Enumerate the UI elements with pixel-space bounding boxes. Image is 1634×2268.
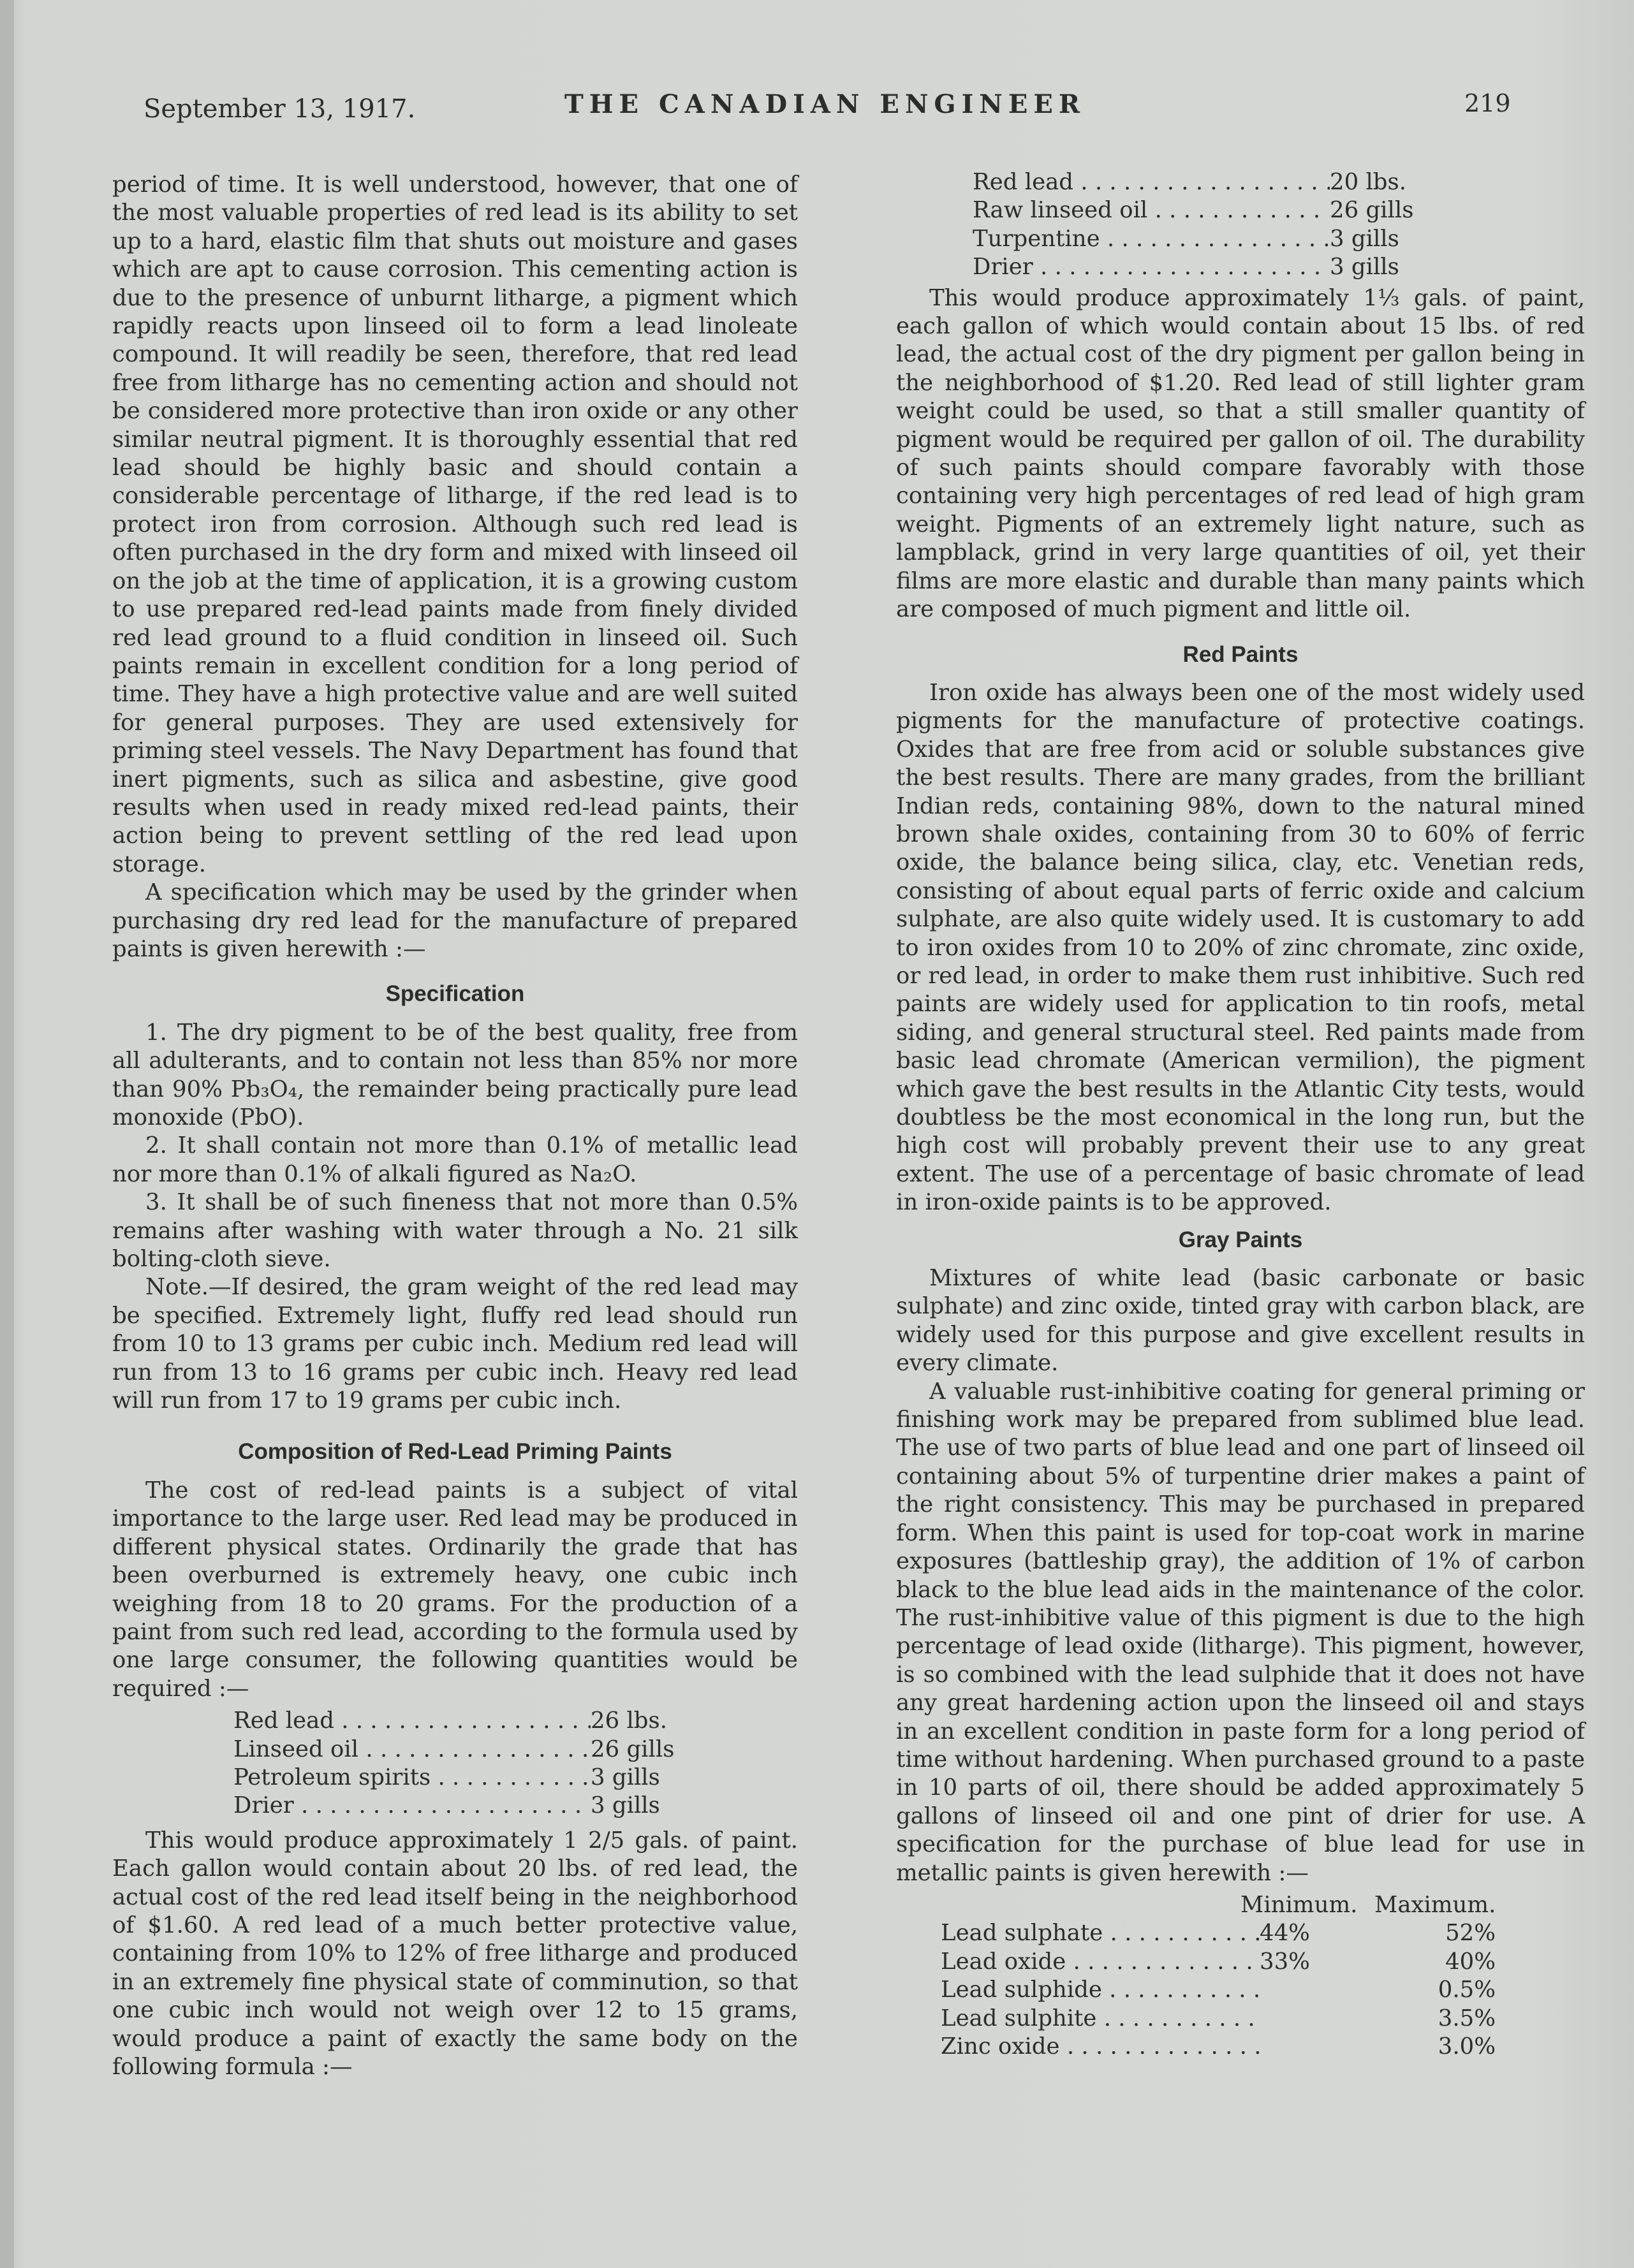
paragraph: period of time. It is well understood, however, that one of the most valuable properties of red lead is its ability to set up to a hard, elastic film that shuts out moisture and gases which are apt to cause corrosion. This cementing action is due to the presence of unburnt litharge, a pigment which rapidly reacts upon linseed oil to form a lead linoleate compound. It will readily be seen, therefore, that red lead free from litharge has no cementing action and should not be considered more protective than iron oxide or any other similar neutral pigment. It is thoroughly essential that red lead should be highly basic and should contain a considerable percentage of litharge, if the red lead is to protect iron from corrosion. Although such red lead is often purchased in the dry form and mixed with linseed oil on the job at the time of application, it is a growing custom to use prepared red-lead paints made from finely divided red lead ground to a fluid condition in linseed oil. Such paints remain in excellent condition for a long period of time. They have a high protective value and are well suited for general purposes. They are used extensively for priming steel vessels. The Navy Department has found that inert pigments, such as silica and asbestine, give good results when used in ready mixed red-lead paints, their action being to prevent settling of the red lead upon storage. [112, 172, 798, 877]
formula-row [973, 225, 1432, 253]
table-row [941, 1948, 1502, 1976]
formula-quantity: 20 lbs. [1330, 169, 1407, 195]
section-heading-red-paints: Red Paints [1182, 641, 1299, 667]
spec-item: 2. It shall contain not more than 0.1% of metallic lead nor more than 0.1% of alkali figured as Na₂O. [112, 1132, 798, 1187]
row-label: Lead sulphite . . . [941, 2005, 1260, 2033]
formula-quantity: 26 lbs. [591, 1708, 668, 1734]
formula-ingredient: Red lead . . . [973, 168, 1330, 196]
table-row [941, 2005, 1502, 2033]
section-heading-composition: Composition of Red-Lead Priming Paints [238, 1439, 672, 1465]
min-value [1260, 2033, 1387, 2061]
formula-quantity: 3 gills [591, 1764, 660, 1790]
paragraph: Iron oxide has always been one of the most widely used pigments for the manufacture of protective coatings. Oxides that are free from acid or soluble substances give the best results. There are many grades, from the brilliant Indian reds, containing 98%, down to the natural mined brown shale oxides, containing from 30 to 60% of ferric oxide, the balance being silica, clay, etc. Venetian reds, consisting of about equal parts of ferric oxide and calcium sulphate, are also quite widely used. It is customary to add to iron oxides from 10 to 20% of zinc chromate, zinc oxide, or red lead, in order to make them rust inhibitive. Such red paints are widely used for application to tin roofs, metal siding, and general structural steel. Red paints made from basic lead chromate (American vermilion), the pigment which gave the best results in the Atlantic City tests, would doubtless be the most economical in the long run, but the high cost will probably prevent their use to any great extent. The use of a percentage of basic chromate of lead in iron-oxide paints is to be approved. [896, 679, 1585, 1216]
max-value: 3.0% [1438, 2033, 1496, 2059]
formula-ingredient: Turpentine . . . [973, 225, 1330, 253]
formula-quantity: 26 gills [591, 1736, 675, 1762]
min-value: 33% [1260, 1948, 1310, 1975]
paragraph: A specification which may be used by the grinder when purchasing dry red lead for the manufacture of prepared paints is given herewith :— [112, 879, 798, 962]
formula-table [973, 168, 1432, 282]
blue-lead-spec-table [941, 1891, 1502, 2061]
max-value: 0.5% [1438, 1977, 1496, 2003]
table-row [941, 1919, 1502, 1947]
formula-quantity: 3 gills [1330, 254, 1399, 281]
table-row [941, 1976, 1502, 2004]
row-label: Lead sulphide . . . [941, 1976, 1260, 2004]
header-page-number: 219 [1464, 89, 1511, 117]
formula-ingredient: Drier . . . [233, 1792, 591, 1820]
formula-ingredient: Red lead . . . [233, 1707, 591, 1735]
formula-row [973, 168, 1432, 196]
table-row [941, 2033, 1502, 2061]
spec-table-header [941, 1891, 1502, 1919]
header-date: September 13, 1917. [144, 94, 416, 124]
formula-row [973, 196, 1432, 224]
spec-item: 1. The dry pigment to be of the best quality, free from all adulterants, and to contain not less than 85% nor more than 90% Pb₃O₄, the remainder being practically pure lead monoxide (PbO). [112, 1019, 798, 1130]
formula-table [233, 1707, 693, 1820]
paragraph: This would produce approximately 1⅓ gals. of paint, each gallon of which would contain about 15 lbs. of red lead, the actual cost of the dry pigment per gallon being in the neighborhood of $1.20. Red lead of still lighter gram weight could be used, so that a still smaller quantity of pigment would be required per gallon of oil. The durability of such paints should compare favorably with those containing very high percentages of red lead of high gram weight. Pigments of an extremely light nature, such as lampblack, grind in very large quantities of oil, yet their films are more elastic and durable than many paints which are composed of much pigment and little oil. [896, 284, 1585, 623]
left-column [112, 171, 798, 2081]
formula-quantity: 3 gills [1330, 225, 1399, 252]
min-value [1260, 1976, 1387, 2004]
spec-note: Note.—If desired, the gram weight of the red lead may be specified. Extremely light, fluffy red lead should run from 10 to 13 grams per cubic inch. Medium red lead will run from 13 to 16 grams per cubic inch. Heavy red lead will run from 17 to 19 grams per cubic inch. [112, 1274, 798, 1414]
column-header-minimum: Minimum. [1240, 1891, 1358, 1918]
formula-row [233, 1736, 693, 1764]
formula-quantity: 3 gills [591, 1792, 660, 1819]
formula-quantity: 26 gills [1330, 197, 1414, 224]
formula-row [233, 1764, 693, 1792]
max-value: 40% [1445, 1948, 1496, 1975]
formula-ingredient: Raw linseed oil . . . [973, 196, 1330, 224]
formula-ingredient: Petroleum spirits . . . [233, 1764, 591, 1792]
header-title: THE CANADIAN ENGINEER [564, 89, 1086, 119]
paragraph: The cost of red-lead paints is a subject of vital importance to the large user. Red lead may be produced in different physical states. Ordinarily the grade that has been overburned is extremely heavy, one cubic inch weighing from 18 to 20 grams. For the production of a paint from such red lead, according to the formula used by one large consumer, the following quantities would be required :— [112, 1477, 798, 1702]
formula-row [973, 253, 1432, 281]
page-binding-shadow [0, 0, 14, 2268]
formula-row [233, 1792, 693, 1820]
paragraph: This would produce approximately 1 2/5 gals. of paint. Each gallon would contain about 20 lbs. of red lead, the actual cost of the red lead itself being in the neighborhood of $1.60. A red lead of a much better protective value, containing from 10% to 12% of free litharge and produced in an extremely fine physical state of comminution, so that one cubic inch would not weigh over 12 to 15 grams, would produce a paint of exactly the same body on the following formula :— [112, 1827, 798, 2080]
section-heading-gray-paints: Gray Paints [1178, 1227, 1303, 1252]
formula-ingredient: Drier . . . [973, 253, 1330, 281]
column-header-maximum: Maximum. [1374, 1891, 1496, 1918]
section-heading-specification: Specification [385, 981, 525, 1007]
min-value: 44% [1260, 1920, 1310, 1947]
paragraph: Mixtures of white lead (basic carbonate or basic sulphate) and zinc oxide, tinted gray with carbon black, are widely used for this purpose and give excellent results in every climate. [896, 1265, 1585, 1377]
formula-ingredient: Linseed oil . . . [233, 1736, 591, 1764]
right-column [896, 168, 1585, 2061]
max-value: 52% [1445, 1920, 1496, 1947]
paragraph: A valuable rust-inhibitive coating for general priming or finishing work may be prepared from sublimed blue lead. The use of two parts of blue lead and one part of linseed oil containing about 5% of turpentine drier makes a paint of the right consistency. This may be purchased in prepared form. When this paint is used for top-coat work in marine exposures (battleship gray), the addition of 1% of carbon black to the blue lead aids in the maintenance of the color. The rust-inhibitive value of this pigment is due to the high percentage of lead oxide (litharge). This pigment, however, is so combined with the lead sulphide that it does not have any great hardening action upon the linseed oil and stays in an excellent condition in paste form for a long period of time without hardening. When purchased ground to a paste in 10 parts of oil, there should be added approximately 5 gallons of linseed oil and one pint of drier for use. A specification for the purchase of blue lead for use in metallic paints is given herewith :— [896, 1378, 1585, 1886]
formula-row [233, 1707, 693, 1735]
row-label: Lead sulphate . . . [941, 1919, 1260, 1947]
max-value: 3.5% [1438, 2005, 1496, 2031]
spec-item: 3. It shall be of such fineness that not more than 0.5% remains after washing with water through a No. 21 silk bolting-cloth sieve. [112, 1189, 798, 1273]
row-label: Zinc oxide . . . [941, 2033, 1260, 2061]
row-label: Lead oxide . . . [941, 1948, 1260, 1976]
min-value [1260, 2005, 1387, 2033]
page-header [0, 89, 1634, 128]
